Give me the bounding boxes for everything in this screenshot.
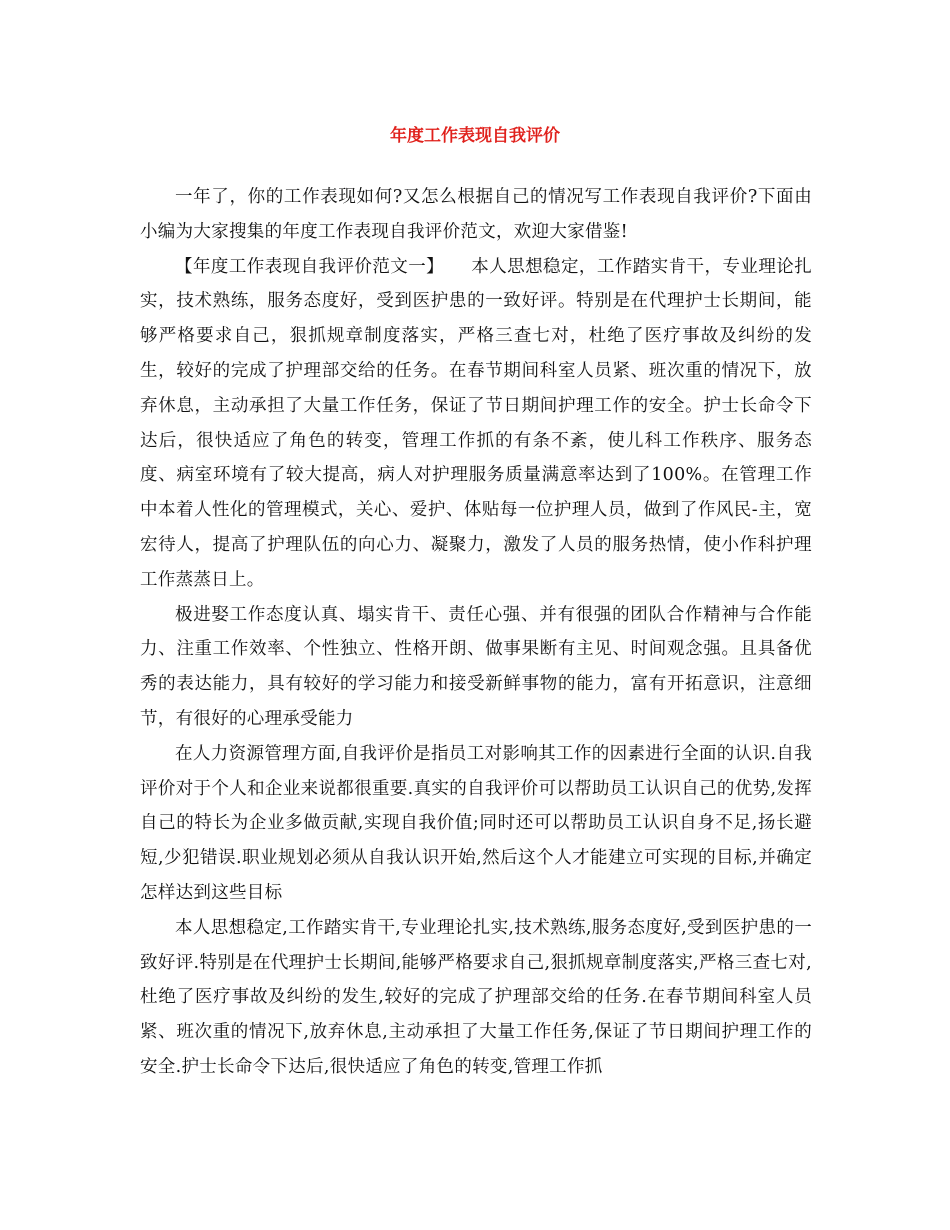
document-title: 年度工作表现自我评价 xyxy=(390,126,560,146)
paragraph-nursing-summary: 本人思想稳定,工作踏实肯干,专业理论扎实,技术熟练,服务态度好,受到医护患的一致好评.特别是在代理护士长期间,能够严格要求自己,狠抓规章制度落实,严格三查七对,杜绝了医疗事故及纠纷的发生,较好的完成了护理部交给的任务.在春节期间科室人员紧、班次重的情况下,放弃休息,主动承担了大量工作任务,保证了节日期间护理工作的安全.护士长命令下达后,很快适应了角色的转变,管理工作抓 xyxy=(140,917,812,1077)
paragraph-intro: 一年了，你的工作表现如何?又怎么根据自己的情况写工作表现自我评价?下面由小编为大家搜集的年度工作表现自我评价范文，欢迎大家借鉴! xyxy=(140,187,812,242)
paragraph-work-attitude: 极进娶工作态度认真、塌实肯干、责任心强、并有很强的团队合作精神与合作能力、注重工作效率、个性独立、性格开朗、做事果断有主见、时间观念强。且具备优秀的表达能力，具有较好的学习能力和接受新鲜事物的能力，富有开拓意识，注意细节，有很好的心理承受能力 xyxy=(140,604,812,729)
paragraph-sample-one: 【年度工作表现自我评价范文一】 本人思想稳定，工作踏实肯干，专业理论扎实，技术熟练，服务态度好，受到医护患的一致好评。特别是在代理护士长期间，能够严格要求自己，狠抓规章制度落实，严格三查七对，杜绝了医疗事故及纠纷的发生，较好的完成了护理部交给的任务。在春节期间科室人员紧、班次重的情况下，放弃休息，主动承担了大量工作任务，保证了节日期间护理工作的安全。护士长命令下达后，很快适应了角色的转变，管理工作抓的有条不紊，使儿科工作秩序、服务态度、病室环境有了较大提高，病人对护理服务质量满意率达到了100%。在管理工作中本着人性化的管理模式，关心、爱护、体贴每一位护理人员，做到了作风民-主，宽宏待人，提高了护理队伍的向心力、凝聚力，激发了人员的服务热情，使小作科护理工作蒸蒸日上。 xyxy=(140,256,812,590)
document-body xyxy=(140,180,812,1085)
paragraph-hr-self-evaluation: 在人力资源管理方面,自我评价是指员工对影响其工作的因素进行全面的认识.自我评价对于个人和企业来说都很重要.真实的自我评价可以帮助员工认识自己的优势,发挥自己的特长为企业多做贡献,实现自我价值;同时还可以帮助员工认识自身不足,扬长避短,少犯错误.职业规划必须从自我认识开始,然后这个人才能建立可实现的目标,并确定怎样达到这些目标 xyxy=(140,743,812,903)
